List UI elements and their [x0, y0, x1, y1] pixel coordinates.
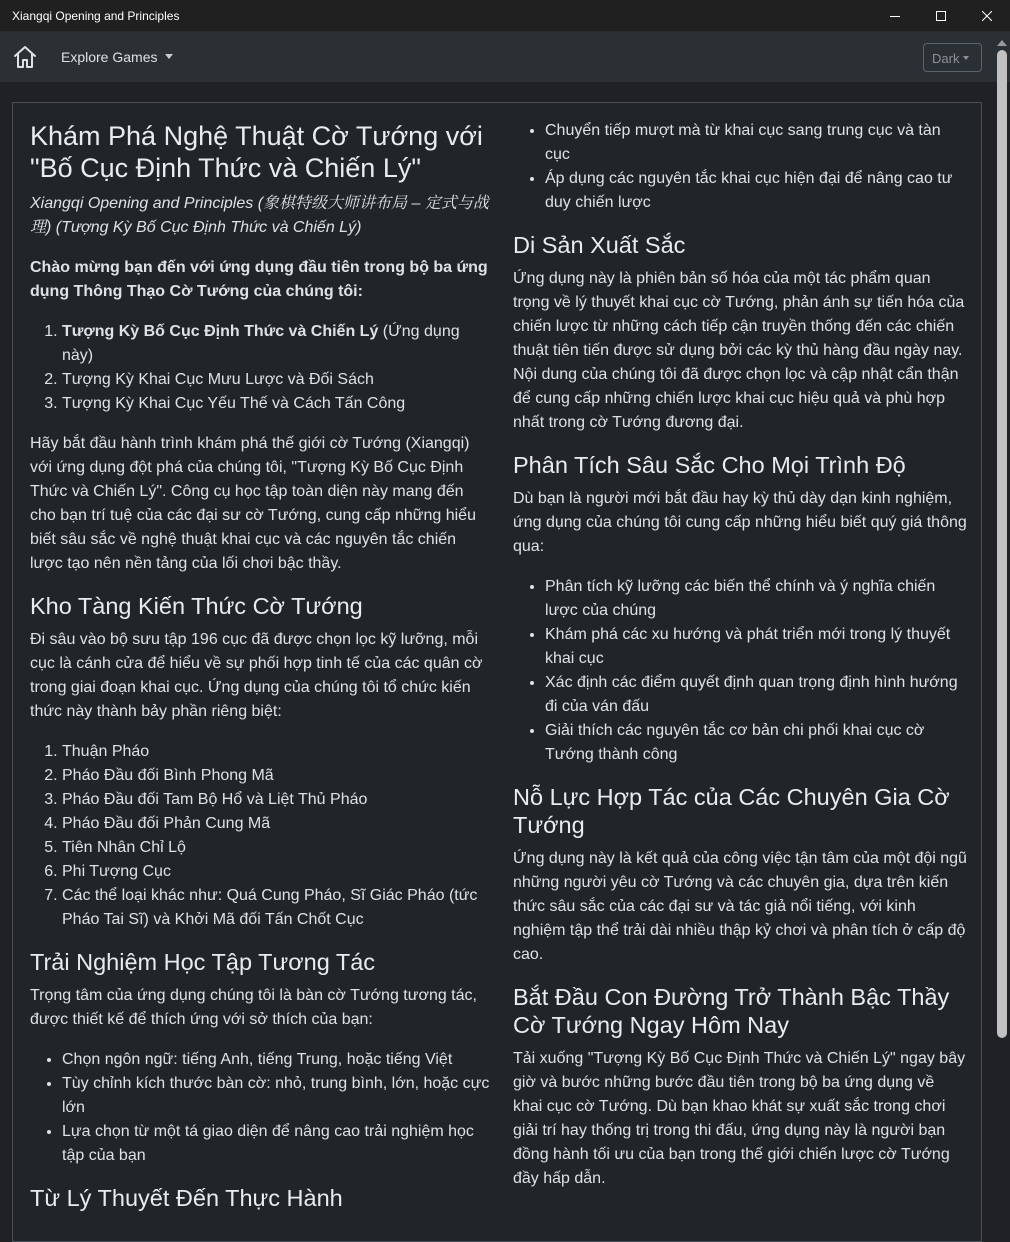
theory-list: [513, 119, 968, 215]
list-item: • Khám phá các xu hướng và phát triển mới trong lý thuyết khai cục: [545, 623, 968, 671]
interactive-paragraph: Trọng tâm của ứng dụng chúng tôi là bàn cờ Tướng tương tác, được thiết kế để thích ứng với sở thích của bạn:: [30, 987, 477, 1028]
list-item: 5. Tiên Nhân Chỉ Lộ: [62, 836, 490, 860]
heading-treasure: Kho Tàng Kiến Thức Cờ Tướng: [30, 593, 363, 619]
list-item: • Tùy chỉnh kích thước bàn cờ: nhỏ, trung bình, lớn, hoặc cực lớn: [62, 1072, 490, 1120]
close-icon: [982, 11, 992, 21]
heading-start: Bắt Đầu Con Đường Trở Thành Bậc Thầy Cờ Tướng Ngay Hôm Nay: [513, 984, 950, 1038]
analysis-paragraph: Dù bạn là người mới bắt đầu hay kỳ thủ dày dạn kinh nghiệm, ứng dụng của chúng tôi cung cấp những hiểu biết quý giá thông qua:: [513, 490, 967, 555]
app-name-bold: Tượng Kỳ Bố Cục Định Thức và Chiến Lý: [62, 323, 379, 340]
list-item: • Áp dụng các nguyên tắc khai cục hiện đại để nâng cao tư duy chiến lược: [545, 167, 968, 215]
interactive-list: [30, 1048, 490, 1168]
list-item: 7. Các thể loại khác như: Quá Cung Pháo, Sĩ Giác Pháo (tức Pháo Tai Sĩ) và Khởi Mã đối Tấn Chốt Cục: [62, 884, 490, 932]
heading-theory: Từ Lý Thuyết Đến Thực Hành: [30, 1185, 343, 1211]
window-titlebar: [0, 0, 1010, 32]
chevron-down-icon: [165, 54, 173, 59]
window-title: Xiangqi Opening and Principles: [12, 9, 180, 23]
heading-analysis: Phân Tích Sâu Sắc Cho Mọi Trình Độ: [513, 452, 906, 478]
list-item: • Chuyển tiếp mượt mà từ khai cục sang trung cục và tàn cục: [545, 119, 968, 167]
heading-legacy: Di Sản Xuất Sắc: [513, 232, 686, 258]
chevron-down-icon: [963, 56, 969, 60]
list-item: 2. Tượng Kỳ Khai Cục Mưu Lược và Đối Sách: [62, 368, 490, 392]
home-button[interactable]: [12, 44, 38, 70]
list-item: 1. Thuận Pháo: [62, 740, 490, 764]
explore-games-label: Explore Games: [61, 49, 158, 65]
theme-label: Dark: [932, 51, 960, 66]
heading-interactive: Trải Nghiệm Học Tập Tương Tác: [30, 949, 376, 975]
home-icon: [12, 44, 38, 70]
welcome-text: [30, 256, 490, 304]
list-item: • Chọn ngôn ngữ: tiếng Anh, tiếng Trung, hoặc tiếng Việt: [62, 1048, 490, 1072]
minimize-icon: [890, 11, 900, 21]
content-card: [12, 102, 982, 1242]
scroll-up-icon: [997, 40, 1007, 46]
list-item: 4. Pháo Đầu đối Phản Cung Mã: [62, 812, 490, 836]
analysis-list: [513, 575, 968, 767]
intro-paragraph: Hãy bắt đầu hành trình khám phá thế giới cờ Tướng (Xiangqi) với ứng dụng đột phá của chúng tôi, "Tượng Kỳ Bố Cục Định Thức và Chiến Lý". Công cụ học tập toàn diện này mang đến cho bạn trí tuệ của các đại sư cờ Tướng, cung cấp những hiểu biết sâu sắc về nghệ thuật khai cục và các nguyên tắc chiến lược tạo nên nền tảng của lối chơi bậc thầy.: [30, 435, 476, 572]
list-item: 3. Tượng Kỳ Khai Cục Yếu Thế và Cách Tấn Công: [62, 392, 490, 416]
apps-list: [30, 320, 490, 416]
list-item: 6. Phi Tượng Cục: [62, 860, 490, 884]
theme-dropdown[interactable]: [923, 43, 982, 72]
legacy-paragraph: Ứng dụng này là phiên bản số hóa của một tác phẩm quan trọng về lý thuyết khai cục cờ Tướng, phản ánh sự tiến hóa của chiến lược từ những cách tiếp cận truyền thống đến các chiến thuật tiên tiến được sử dụng bởi các kỳ thủ hàng đầu ngày nay. Nội dung của chúng tôi đã được chọn lọc và cập nhật cẩn thận để cung cấp những chiến lược khai cục hiệu quả và phù hợp nhất trong cờ Tướng đương đại.: [513, 270, 965, 431]
treasure-paragraph: Đi sâu vào bộ sưu tập 196 cục đã được chọn lọc kỹ lưỡng, mỗi cục là cánh cửa để hiểu về sự phối hợp tinh tế của các quân cờ trong giai đoạn khai cục. Ứng dụng của chúng tôi tổ chức kiến thức này thành bảy phần riêng biệt:: [30, 631, 483, 720]
collab-paragraph: Ứng dụng này là kết quả của công việc tận tâm của một đội ngũ những người yêu cờ Tướng và các chuyên gia, dựa trên kiến thức sâu sắc của các đại sư và tác giả nổi tiếng, với kinh nghiệm tập thể trải dài nhiều thập kỷ chơi và phân tích ở cấp độ cao.: [513, 850, 967, 963]
heading-collab: Nỗ Lực Hợp Tác của Các Chuyên Gia Cờ Tướng: [513, 784, 950, 838]
list-item: • Phân tích kỹ lưỡng các biến thể chính và ý nghĩa chiến lược của chúng: [545, 575, 968, 623]
maximize-icon: [936, 11, 946, 21]
app-note: (Ứng dụng này): [62, 323, 460, 364]
explore-games-dropdown[interactable]: [61, 49, 173, 65]
list-item: • Xác định các điểm quyết định quan trọng định hình hướng đi của ván đấu: [545, 671, 968, 719]
list-item: • Lựa chọn từ một tá giao diện để nâng cao trải nghiệm học tập của bạn: [62, 1120, 490, 1168]
list-item: [62, 320, 490, 368]
start-paragraph: Tải xuống "Tượng Kỳ Bố Cục Định Thức và Chiến Lý" ngay bây giờ và bước những bước đầu tiên trong bộ ba ứng dụng về khai cục cờ Tướng. Dù bạn khao khát sự xuất sắc trong chơi giải trí hay thống trị trong thi đấu, ứng dụng này là người bạn đồng hành tối ưu của bạn trong thế giới chiến lược cờ Tướng đầy hấp dẫn.: [513, 1050, 966, 1187]
left-column: [30, 103, 490, 1220]
right-column: [513, 119, 968, 1207]
close-button[interactable]: [964, 0, 1010, 32]
list-item: 2. Pháo Đầu đối Bình Phong Mã: [62, 764, 490, 788]
scrollbar-thumb[interactable]: [997, 50, 1007, 1038]
navbar: [0, 32, 1010, 82]
page-title: Khám Phá Nghệ Thuật Cờ Tướng với "Bố Cục Định Thức và Chiến Lý": [30, 121, 483, 183]
sections-list: [30, 740, 490, 932]
page-subtitle: Xiangqi Opening and Principles (象棋特级大师讲布局 – 定式与战理) (Tượng Kỳ Bố Cục Định Thức và Chiến Lý): [30, 195, 489, 236]
list-item: 3. Pháo Đầu đối Tam Bộ Hổ và Liệt Thủ Pháo: [62, 788, 490, 812]
maximize-button[interactable]: [918, 0, 964, 32]
minimize-button[interactable]: [872, 0, 918, 32]
welcome-bold: Chào mừng bạn đến với ứng dụng đầu tiên trong bộ ba ứng dụng Thông Thạo Cờ Tướng của chúng tôi:: [30, 259, 488, 300]
list-item: • Giải thích các nguyên tắc cơ bản chi phối khai cục cờ Tướng thành công: [545, 719, 968, 767]
